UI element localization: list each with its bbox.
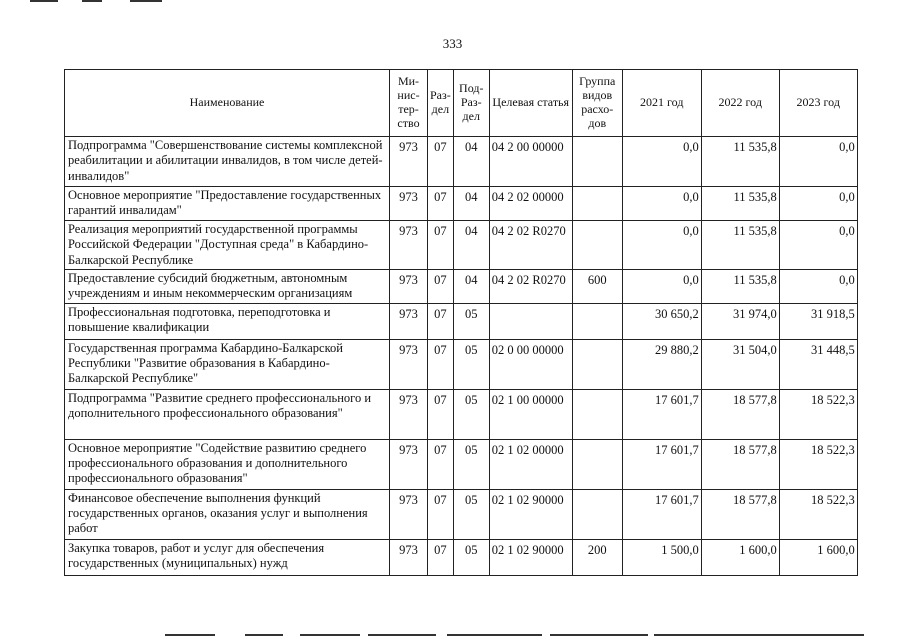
col-header-expense-group: Группа видов расхо-дов: [572, 70, 622, 137]
scan-mark: [30, 0, 58, 2]
row-2023: 18 522,3: [779, 489, 857, 539]
scan-mark: [245, 634, 283, 636]
scan-mark: [82, 0, 102, 2]
row-expense-group: [572, 221, 622, 270]
row-name: Закупка товаров, работ и услуг для обеспечения государственных (муниципальных) нужд: [65, 539, 390, 575]
row-subsection: 05: [453, 439, 489, 489]
row-target: 02 0 00 00000: [489, 339, 572, 389]
row-name: Предоставление субсидий бюджетным, автономным учреждениям и иным некоммерческим организациям: [65, 269, 390, 303]
row-ministry: 973: [390, 539, 428, 575]
scan-mark: [300, 634, 360, 636]
row-name: Основное мероприятие "Содействие развитию среднего профессионального образования и дополнительного профессионального образования": [65, 439, 390, 489]
row-ministry: 973: [390, 137, 428, 187]
col-header-2022: 2022 год: [701, 70, 779, 137]
col-header-section: Раз-дел: [428, 70, 454, 137]
row-expense-group: 200: [572, 539, 622, 575]
row-section: 07: [428, 221, 454, 270]
row-ministry: 973: [390, 489, 428, 539]
row-subsection: 05: [453, 489, 489, 539]
table-row: [65, 187, 858, 221]
row-2022: 11 535,8: [701, 137, 779, 187]
row-2022: 11 535,8: [701, 221, 779, 270]
row-2021: 17 601,7: [622, 489, 701, 539]
row-2022: 31 974,0: [701, 303, 779, 339]
row-2023: 31 918,5: [779, 303, 857, 339]
row-subsection: 05: [453, 539, 489, 575]
scan-mark: [130, 0, 162, 2]
row-ministry: 973: [390, 339, 428, 389]
budget-table: [64, 69, 858, 576]
row-section: 07: [428, 539, 454, 575]
row-section: 07: [428, 339, 454, 389]
row-2021: 0,0: [622, 137, 701, 187]
header-row: [65, 70, 858, 137]
row-target: 02 1 02 90000: [489, 489, 572, 539]
row-target: 02 1 02 00000: [489, 439, 572, 489]
row-subsection: 04: [453, 137, 489, 187]
row-2021: 1 500,0: [622, 539, 701, 575]
row-name: Подпрограмма "Развитие среднего профессионального и дополнительного профессионального образования": [65, 389, 390, 439]
row-target: 02 1 00 00000: [489, 389, 572, 439]
scan-mark: [550, 634, 648, 636]
row-2023: 1 600,0: [779, 539, 857, 575]
row-2021: 0,0: [622, 269, 701, 303]
row-expense-group: 600: [572, 269, 622, 303]
col-header-subsection: Под-Раз-дел: [453, 70, 489, 137]
row-target: 04 2 02 R0270: [489, 221, 572, 270]
row-target: [489, 303, 572, 339]
row-section: 07: [428, 389, 454, 439]
row-ministry: 973: [390, 439, 428, 489]
row-2022: 18 577,8: [701, 439, 779, 489]
row-section: 07: [428, 439, 454, 489]
row-target: 04 2 02 R0270: [489, 269, 572, 303]
row-2022: 18 577,8: [701, 389, 779, 439]
row-name: Подпрограмма "Совершенствование системы комплексной реабилитации и абилитации инвалидов, в том числе детей-инвалидов": [65, 137, 390, 187]
row-name: Финансовое обеспечение выполнения функций государственных органов, оказания услуг и выполнения работ: [65, 489, 390, 539]
row-ministry: 973: [390, 269, 428, 303]
row-2023: 0,0: [779, 137, 857, 187]
row-subsection: 04: [453, 187, 489, 221]
row-2023: 0,0: [779, 221, 857, 270]
row-expense-group: [572, 439, 622, 489]
row-subsection: 04: [453, 221, 489, 270]
row-2022: 1 600,0: [701, 539, 779, 575]
row-2021: 17 601,7: [622, 439, 701, 489]
row-ministry: 973: [390, 389, 428, 439]
row-expense-group: [572, 339, 622, 389]
row-subsection: 05: [453, 339, 489, 389]
row-target: 04 2 00 00000: [489, 137, 572, 187]
col-header-ministry: Ми-нис-тер-ство: [390, 70, 428, 137]
row-subsection: 04: [453, 269, 489, 303]
row-section: 07: [428, 303, 454, 339]
row-2023: 18 522,3: [779, 389, 857, 439]
row-2021: 0,0: [622, 221, 701, 270]
table-row: [65, 489, 858, 539]
row-2023: 0,0: [779, 187, 857, 221]
row-subsection: 05: [453, 303, 489, 339]
row-ministry: 973: [390, 187, 428, 221]
row-expense-group: [572, 137, 622, 187]
row-2021: 0,0: [622, 187, 701, 221]
page-number: 333: [442, 36, 463, 51]
row-2022: 11 535,8: [701, 269, 779, 303]
row-name: Профессиональная подготовка, переподготовка и повышение квалификации: [65, 303, 390, 339]
row-2023: 31 448,5: [779, 339, 857, 389]
table-row: [65, 389, 858, 439]
col-header-2021: 2021 год: [622, 70, 701, 137]
row-2021: 29 880,2: [622, 339, 701, 389]
table-row: [65, 221, 858, 270]
row-2021: 30 650,2: [622, 303, 701, 339]
row-name: Реализация мероприятий государственной программы Российской Федерации "Доступная среда" в Кабардино-Балкарской Республике: [65, 221, 390, 270]
col-header-target: Целевая статья: [489, 70, 572, 137]
row-ministry: 973: [390, 221, 428, 270]
row-section: 07: [428, 269, 454, 303]
table-row: [65, 439, 858, 489]
scan-mark: [165, 634, 215, 636]
table-row: [65, 137, 858, 187]
row-2023: 18 522,3: [779, 439, 857, 489]
row-2023: 0,0: [779, 269, 857, 303]
table-row: [65, 269, 858, 303]
row-target: 02 1 02 90000: [489, 539, 572, 575]
scan-mark: [447, 634, 542, 636]
row-name: Государственная программа Кабардино-Балкарской Республики "Развитие образования в Кабардино-Балкарской Республике": [65, 339, 390, 389]
table-row: [65, 339, 858, 389]
table-row: [65, 303, 858, 339]
row-expense-group: [572, 489, 622, 539]
row-expense-group: [572, 303, 622, 339]
table-row: [65, 539, 858, 575]
col-header-name: Наименование: [65, 70, 390, 137]
scan-mark: [654, 634, 864, 636]
row-expense-group: [572, 187, 622, 221]
row-2022: 11 535,8: [701, 187, 779, 221]
row-target: 04 2 02 00000: [489, 187, 572, 221]
row-section: 07: [428, 489, 454, 539]
row-section: 07: [428, 187, 454, 221]
row-expense-group: [572, 389, 622, 439]
row-section: 07: [428, 137, 454, 187]
row-2022: 18 577,8: [701, 489, 779, 539]
row-2021: 17 601,7: [622, 389, 701, 439]
col-header-2023: 2023 год: [779, 70, 857, 137]
row-ministry: 973: [390, 303, 428, 339]
row-subsection: 05: [453, 389, 489, 439]
scan-mark: [368, 634, 436, 636]
row-name: Основное мероприятие "Предоставление государственных гарантий инвалидам": [65, 187, 390, 221]
row-2022: 31 504,0: [701, 339, 779, 389]
